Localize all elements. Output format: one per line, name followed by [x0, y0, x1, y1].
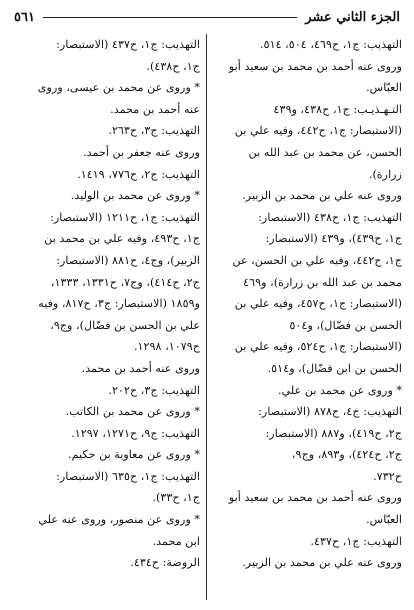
header-title: الجزء الثاني عشر	[305, 9, 400, 25]
text-line: (الاستبصار: ج١، ح٤٥٧، وفيه علي بن	[234, 297, 402, 311]
text-line: * وروى عن محمد بن علي.	[278, 383, 402, 397]
text-line: التهذيب: ج١، ح٤٣٧ (الاستبصار:	[56, 38, 200, 51]
text-line: وروى عنه جعفر بن أحمد.	[83, 145, 200, 159]
text-line: ح٧٣٢.	[373, 469, 402, 483]
text-line: * وروى عن محمد بن عيسى، وروى	[37, 81, 200, 95]
text-line: وروى عنه أحمد بن محمد بن سعيد أبو	[228, 491, 402, 505]
text-line: التهذيب: ج٤، ح٨٧٨ (الاستبصار:	[258, 405, 402, 419]
text-line: التهذيب: ج١، ح٤٣٨ (الاستبصار:	[258, 210, 402, 224]
text-line: وروى عنه علي بن محمد بن الزبير.	[242, 556, 402, 570]
column-divider	[206, 34, 207, 600]
text-line: ج٢، ح٤١٩)، و٨٨٧ (الاستبصار:	[265, 426, 402, 440]
text-line: التهذيب: ج٣، ح٢٠٢.	[108, 383, 200, 397]
text-line: ح١٠٧٩، ١٢٩٨.	[133, 340, 200, 354]
text-line: التهذيب: ج٢، ح٧٧٦، ١٤١٩.	[77, 167, 200, 181]
text-line: الروضة: ح٤٣٤.	[130, 556, 200, 570]
text-line: الحسن بن ابن فضّال)، و٥١٤.	[267, 361, 402, 375]
text-line: الحسن، عن محمد بن عبد الله بن	[248, 145, 402, 159]
text-line: التـهـذيـب: ج١، ح٤٣٨، و٤٣٩	[273, 102, 402, 116]
text-line: وروى عنه أحمد بن محمد بن سعيد أبو	[228, 59, 402, 73]
text-line: (الاستبصار: ج١، ح٤٤٢، وفيه علي بن	[234, 124, 402, 138]
page-header	[14, 6, 400, 28]
text-line: التهذيب: ج٩، ح١٢٧١، ١٢٩٧.	[71, 426, 200, 440]
text-line: الزبير)، وج٤، ح٨٨١ (الاستبصار:	[56, 253, 200, 267]
text-line: التهذيب: ج٣، ح٢٦٣.	[108, 124, 200, 138]
text-line: * وروى عن منصور، وروى عنه علي	[38, 513, 200, 527]
text-line: التهذيب: ج١، ح١٢١١ (الاستبصار:	[50, 210, 200, 224]
text-line: محمد بن عبد الله بن زرارة)، و٤٦٩	[243, 275, 402, 289]
right-column	[214, 34, 402, 574]
text-line: علي بن الحسن بن فضّال)، وج٩،	[50, 318, 200, 332]
text-line: العبّاس.	[366, 81, 402, 95]
text-line: الحسن بن فضّال)، و٥٠٤	[289, 318, 402, 332]
text-line: وروى عنه أحمد بن محمد.	[81, 361, 200, 375]
text-line: وروى عنه علي بن محمد بن الزبير.	[242, 189, 402, 203]
text-line: العبّاس.	[366, 513, 402, 527]
text-line: * وروى عن محمد بن الكاتب.	[65, 405, 200, 419]
text-line: ج١، ح٤٣٨).	[146, 59, 200, 73]
text-line: التهذيب: ج١، ح٤٣٧.	[310, 534, 402, 548]
page-number: ٥٦١	[14, 9, 35, 25]
text-line: ج١، ح٤٤٢، وفيه علي بن الحسن، عن	[232, 253, 402, 267]
text-line: زرارة).	[368, 167, 402, 181]
text-line: ابن محمد.	[152, 534, 200, 548]
text-line: * وروى عن معاوية بن حكيم.	[68, 448, 200, 462]
left-column	[12, 34, 200, 574]
text-line: عنه أحمد بن محمد.	[110, 102, 200, 116]
text-line: ج١، ح٤٣٩)، و٤٣٩ (الاستبصار:	[265, 232, 402, 246]
text-line: (الاستبصار: ج١، ح٥٢٤، وفيه علي بن	[234, 340, 402, 354]
text-line: التهذيب: ج١، ح٦٣٥ (الاستبصار:	[56, 469, 200, 483]
text-line: ج١، ح٤٩٣، وفيه علي بن محمد بن	[44, 232, 200, 246]
text-line: التهذيب: ج١، ح٤٦٩، ٥٠٤، ٥١٤.	[260, 38, 402, 51]
text-line: و١٨٥٩ (الاستبصار: ج٣، ح٨١٧، وفيه	[38, 297, 200, 311]
text-line: ج٢، ح٤١٤)، وج٧، ح١٣٣١، ١٣٣٣،	[50, 275, 200, 289]
text-line: ج١، ح٣٣).	[152, 491, 200, 505]
text-line: * وروى عن محمد بن الوليد.	[70, 189, 200, 203]
text-line: ج٢، ح٤٢٤)، و٨٩٣، وج٩،	[291, 448, 402, 462]
header-rule	[43, 17, 297, 18]
